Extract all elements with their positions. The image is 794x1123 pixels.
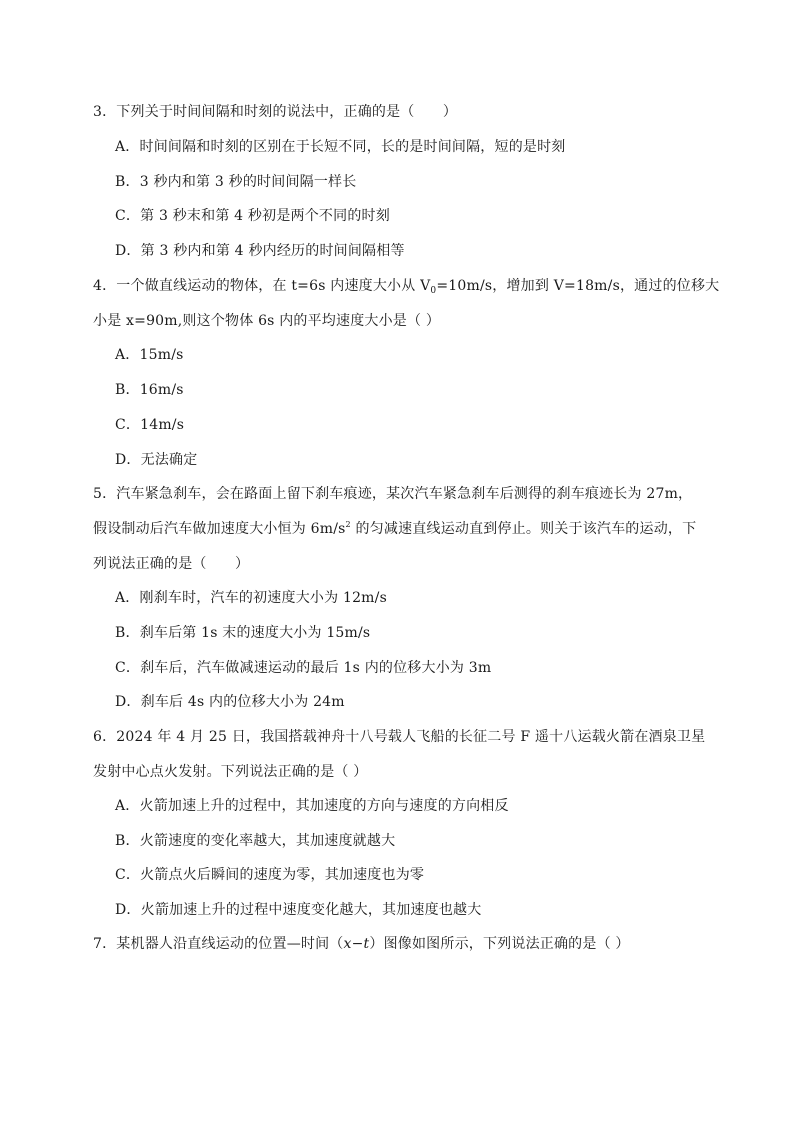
question-5-superscript: 2: [345, 520, 351, 529]
question-4-option-a: A．15m/s: [115, 347, 184, 363]
question-5-stem-line-1: 5．汽车紧急刹车，会在路面上留下刹车痕迹，某次汽车紧急刹车后测得的刹车痕迹长为 27m，: [93, 486, 693, 502]
question-7-text-b: ）图像如图所示，下列说法正确的是（ ）: [369, 936, 630, 952]
question-5-option-d: D．刹车后 4s 内的位移大小为 24m: [115, 694, 345, 710]
question-5-option-a: A．刚刹车时，汽车的初速度大小为 12m/s: [115, 590, 387, 606]
question-7-text-a: 7．某机器人沿直线运动的位置—时间（: [93, 936, 344, 952]
question-4-option-b: B．16m/s: [115, 382, 184, 398]
question-7-variable: x−t: [343, 936, 370, 952]
question-3-option-c: C．第 3 秒末和第 4 秒初是两个不同的时刻: [115, 208, 390, 224]
question-5-option-b: B．刹车后第 1s 末的速度大小为 15m/s: [115, 625, 371, 641]
question-4-stem-line-1: [93, 277, 719, 295]
question-5-stem-line-2: [93, 520, 696, 538]
question-6-stem-line-1: 6．2024 年 4 月 25 日，我国搭载神舟十八号载人飞船的长征二号 F 遥十八运载火箭在酒泉卫星: [93, 729, 706, 745]
question-6-option-c: C．火箭点火后瞬间的速度为零，其加速度也为零: [115, 867, 425, 883]
question-6-stem-line-2: 发射中心点火发射。下列说法正确的是（ ）: [93, 764, 368, 780]
question-5-option-c: C．刹车后，汽车做减速运动的最后 1s 内的位移大小为 3m: [115, 660, 492, 676]
question-4-stem-line-2: 小是 x=90m,则这个物体 6s 内的平均速度大小是（ ）: [93, 313, 441, 329]
question-6-option-a: A．火箭加速上升的过程中，其加速度的方向与速度的方向相反: [115, 798, 509, 814]
question-4-subscript: 0: [430, 286, 437, 296]
question-6-option-b: B．火箭速度的变化率越大，其加速度就越大: [115, 833, 396, 849]
question-7-stem: [93, 935, 630, 953]
question-5-text-b: 的匀减速直线运动直到停止。则关于该汽车的运动，下: [350, 521, 697, 537]
question-5-text-a: 假设制动后汽车做加速度大小恒为 6m/s: [93, 521, 346, 537]
question-4-text-a: 4．一个做直线运动的物体，在 t=6s 内速度大小从 V: [93, 278, 431, 294]
question-5-stem-line-3: 列说法正确的是（ ）: [93, 556, 250, 572]
question-3-option-d: D．第 3 秒内和第 4 秒内经历的时间间隔相等: [115, 243, 405, 259]
question-3-option-a: A．时间间隔和时刻的区别在于长短不同，长的是时间间隔，短的是时刻: [115, 139, 566, 155]
question-3-stem: 3．下列关于时间间隔和时刻的说法中，正确的是（ ）: [93, 104, 458, 120]
question-4-option-d: D．无法确定: [115, 452, 198, 468]
question-6-option-d: D．火箭加速上升的过程中速度变化越大，其加速度也越大: [115, 902, 482, 918]
question-4-text-b: =10m/s，增加到 V=18m/s，通过的位移大: [436, 278, 720, 294]
question-3-option-b: B．3 秒内和第 3 秒的时间间隔一样长: [115, 174, 357, 190]
question-4-option-c: C．14m/s: [115, 417, 185, 433]
